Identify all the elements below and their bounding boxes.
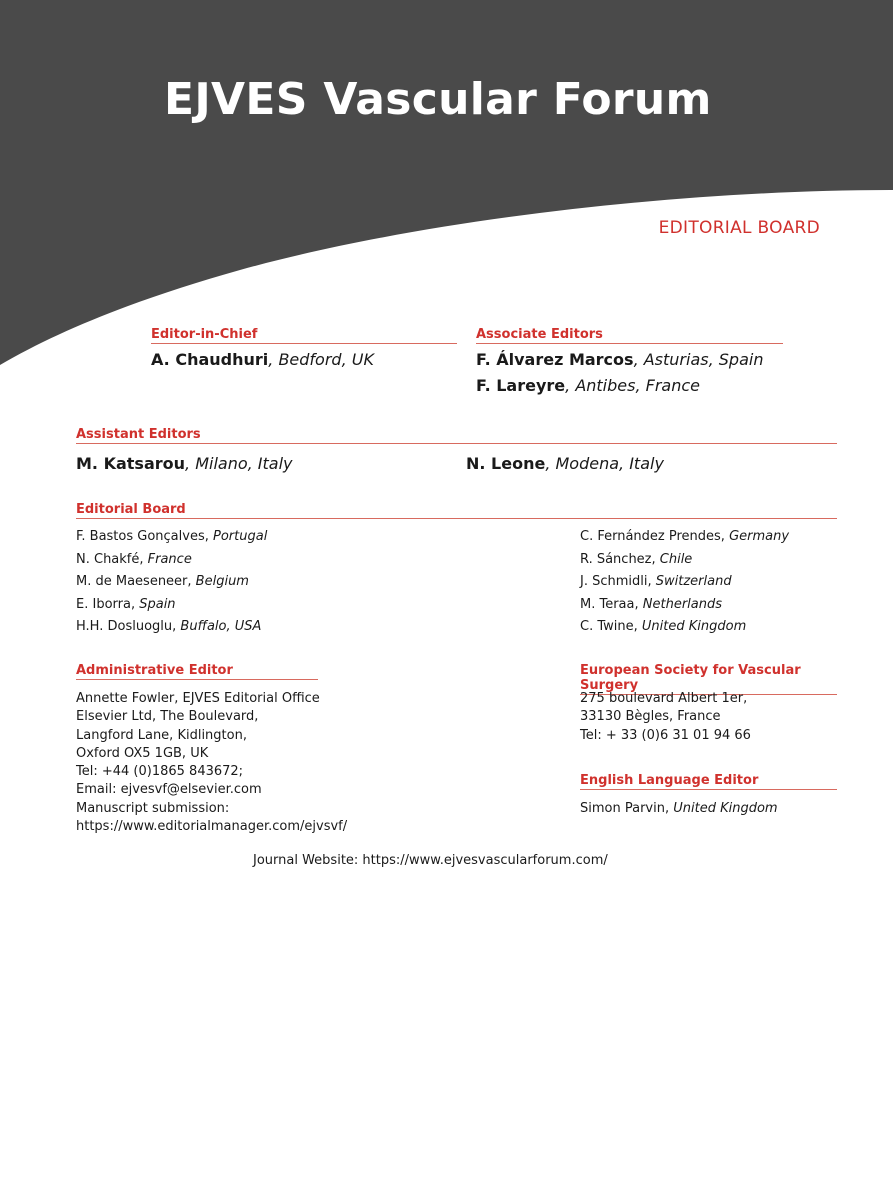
list-item: J. Schmidli, Switzerland xyxy=(580,574,732,589)
assistant-editor-location: , Modena, Italy xyxy=(545,454,664,473)
list-item: N. Chakfé, France xyxy=(76,551,192,567)
email-line: Email: ejvesvf@elsevier.com xyxy=(76,782,262,798)
list-item: M. de Maeseneer, Belgium xyxy=(76,574,249,589)
editor-in-chief-entry xyxy=(151,350,374,369)
english-editor-country: United Kingdom xyxy=(673,801,778,816)
address-line: Annette Fowler, EJVES Editorial Office xyxy=(76,691,320,706)
associate-editor-name: F. Lareyre xyxy=(476,376,566,395)
editorial-board-label: EDITORIAL BOARD xyxy=(658,218,820,238)
editor-in-chief-name: A. Chaudhuri xyxy=(151,350,269,369)
list-item: E. Iborra, Spain xyxy=(76,596,176,612)
phone-line: Tel: + 33 (0)6 31 01 94 66 xyxy=(580,727,751,743)
assistant-editor-entry xyxy=(76,454,293,473)
administrative-editor-heading: Administrative Editor xyxy=(76,663,318,680)
editorial-board-left-list xyxy=(76,526,267,639)
associate-editor-entry xyxy=(476,350,763,369)
english-editor-entry xyxy=(580,800,778,818)
assistant-editor-name: M. Katsarou xyxy=(76,454,186,473)
associate-editor-location: , Antibes, France xyxy=(565,376,700,395)
address-line: Elsevier Ltd, The Boulevard, xyxy=(76,709,259,725)
address-line: Oxford OX5 1GB, UK xyxy=(76,745,209,761)
associate-editor-location: , Asturias, Spain xyxy=(633,350,764,369)
assistant-editor-name: N. Leone xyxy=(466,454,546,473)
list-item: C. Twine, United Kingdom xyxy=(580,619,747,634)
assistant-editors-heading: Assistant Editors xyxy=(76,427,837,444)
associate-editor-entry xyxy=(476,376,700,395)
banner-shape xyxy=(0,0,893,365)
assistant-editor-location: , Milano, Italy xyxy=(185,454,293,473)
editor-in-chief-heading: Editor-in-Chief xyxy=(151,327,457,344)
address-line: 275 boulevard Albert 1er, xyxy=(580,691,748,706)
editor-in-chief-location: , Bedford, UK xyxy=(268,350,374,369)
address-line: Langford Lane, Kidlington, xyxy=(76,727,247,743)
submission-link[interactable]: https://www.editorialmanager.com/ejvsvf/ xyxy=(76,819,348,835)
address-line: 33130 Bègles, France xyxy=(580,709,721,725)
editorial-board-right-list xyxy=(580,526,789,639)
associate-editors-heading: Associate Editors xyxy=(476,327,783,344)
list-item: H.H. Dosluoglu, Buffalo, USA xyxy=(76,619,262,634)
journal-title: EJVES Vascular Forum xyxy=(164,74,712,125)
assistant-editor-entry xyxy=(466,454,664,473)
administrative-editor-address xyxy=(76,690,347,836)
phone-line: Tel: +44 (0)1865 843672; xyxy=(76,764,244,780)
journal-website-link[interactable]: Journal Website: https://www.ejvesvascularforum.com/ xyxy=(253,853,608,868)
associate-editor-name: F. Álvarez Marcos xyxy=(476,350,634,369)
list-item: M. Teraa, Netherlands xyxy=(580,596,723,612)
submission-label: Manuscript submission: xyxy=(76,800,230,816)
list-item: R. Sánchez, Chile xyxy=(580,551,693,567)
esvs-address xyxy=(580,690,751,745)
esvs-heading: European Society for Vascular Surgery xyxy=(580,663,837,695)
header-banner xyxy=(0,0,893,380)
english-editor-heading: English Language Editor xyxy=(580,773,837,790)
editorial-board-heading: Editorial Board xyxy=(76,502,837,519)
list-item: F. Bastos Gonçalves, Portugal xyxy=(76,529,268,544)
list-item: C. Fernández Prendes, Germany xyxy=(580,529,790,544)
english-editor-name: Simon Parvin, xyxy=(580,801,674,816)
